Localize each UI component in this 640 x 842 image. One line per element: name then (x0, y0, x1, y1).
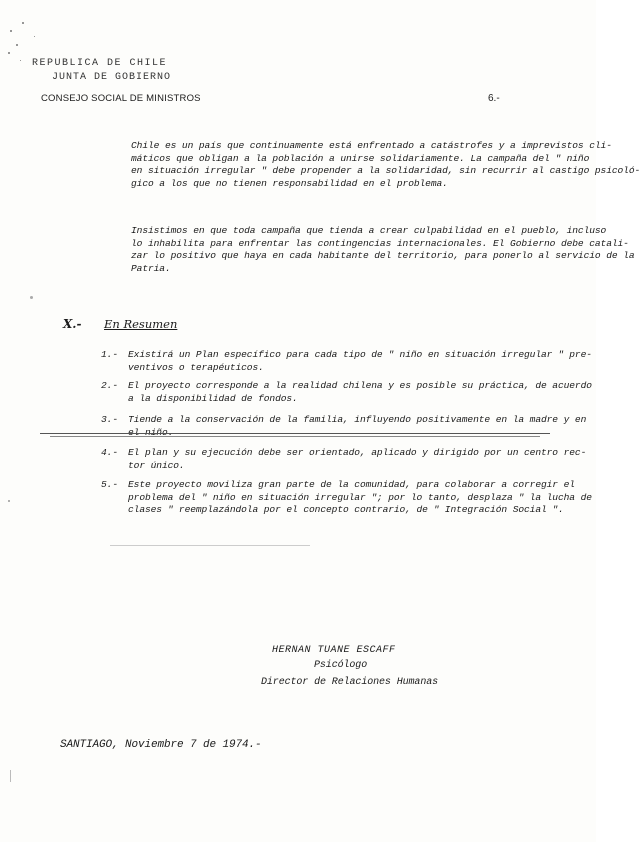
item-number: 5.- (101, 479, 118, 490)
letterhead-junta: JUNTA DE GOBIERNO (52, 72, 172, 83)
paragraph-line: Insistimos en que toda campaña que tienda a crear culpabilidad en el pueblo, incluso (131, 225, 607, 236)
scan-speck (20, 60, 21, 61)
item-number: 1.- (101, 349, 118, 360)
item-line: ventivos o terapéuticos. (128, 361, 264, 373)
item-line: problema del " niño en situación irregular "; por lo tanto, desplaza " la lucha de (128, 491, 592, 503)
scan-speck (30, 296, 33, 299)
item-line: Existirá un Plan específico para cada tipo de " niño en situación irregular " pre- (128, 349, 592, 360)
scan-streak (40, 433, 550, 434)
paragraph-1 (131, 140, 640, 190)
scan-bleed-line (110, 545, 310, 546)
item-line: Tiende a la conservación de la familia, influyendo positivamente en la madre y en (128, 414, 587, 425)
letterhead-council: CONSEJO SOCIAL DE MINISTROS (41, 93, 201, 104)
page-number: 6.- (488, 93, 500, 104)
scan-speck (22, 22, 24, 24)
scan-speck (34, 36, 35, 37)
scan-speck (10, 30, 12, 32)
scan-speck (8, 52, 10, 54)
item-number: 3.- (101, 414, 118, 425)
paragraph-line: gico a los que no tienen responsabilidad en el problema. (131, 177, 448, 189)
dateline: SANTIAGO, Noviembre 7 de 1974.- (60, 739, 262, 751)
scan-streak (50, 436, 540, 437)
scan-speck (8, 500, 10, 502)
letterhead-republic: REPUBLICA DE CHILE (32, 58, 168, 69)
paragraph-line: máticos que obligan a la población a unirse solidariamente. La campaña del " niño (131, 152, 590, 164)
paragraph-line: Patria. (131, 262, 171, 274)
section-title: En Resumen (104, 317, 178, 331)
item-line: Este proyecto moviliza gran parte de la comunidad, para colaborar a corregir el (128, 479, 575, 490)
item-number: 2.- (101, 380, 118, 391)
paragraph-line: lo inhabilita para enfrentar las contingencias internacionales. El Gobierno debe catali- (131, 237, 629, 249)
scan-speck (10, 770, 11, 782)
item-line: tor único. (128, 459, 185, 471)
item-line: a la disponibilidad de fondos. (128, 392, 298, 404)
paragraph-2 (131, 225, 635, 275)
scan-speck (16, 44, 18, 46)
item-line: El plan y su ejecución debe ser orientado, aplicado y dirigido por un centro rec- (128, 447, 587, 458)
section-number: X.- (63, 317, 82, 331)
paragraph-line: en situación irregular " debe propender a la solidaridad, sin recurrir al castigo psicoló- (131, 165, 640, 177)
item-line: El proyecto corresponde a la realidad chilena y es posible su práctica, de acuerdo (128, 380, 592, 391)
signatory-title: Director de Relaciones Humanas (261, 677, 439, 688)
paragraph-line: Chile es un país que continuamente está enfrentado a catástrofes y a imprevistos cli- (131, 140, 612, 151)
item-line: clases " reemplazándola por el concepto contrario, de " Integración Social ". (128, 504, 564, 516)
item-number: 4.- (101, 447, 118, 458)
paragraph-line: zar lo positivo que haya en cada habitante del territorio, para ponerlo al servicio de la (131, 250, 635, 262)
signatory-role: Psicólogo (314, 660, 368, 671)
signatory-name: HERNAN TUANE ESCAFF (272, 645, 396, 656)
